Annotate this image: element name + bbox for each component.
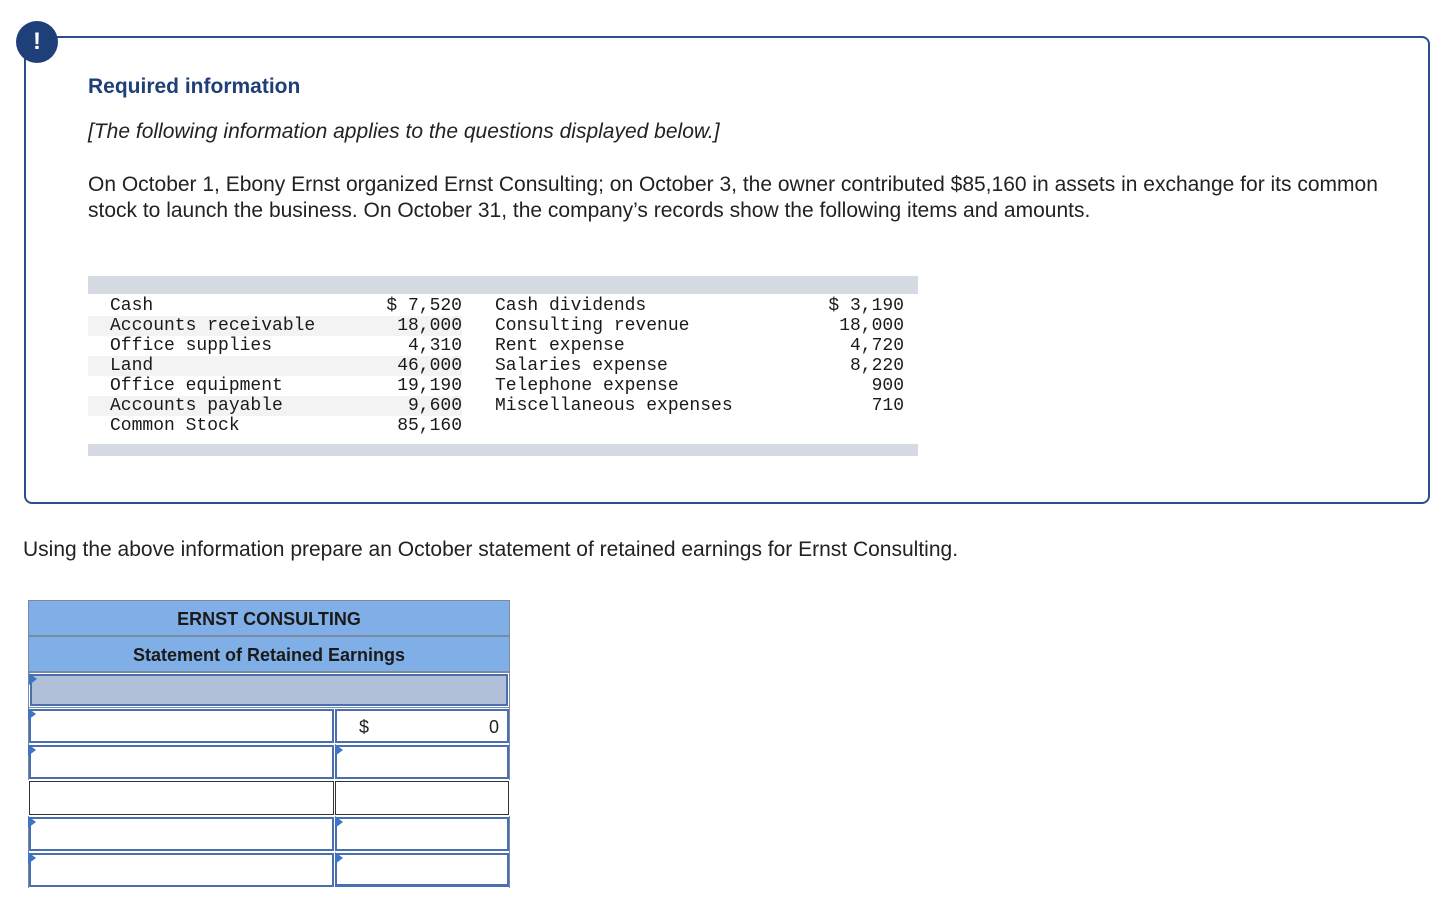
amount-input[interactable] <box>335 745 509 779</box>
blank-amount-cell <box>335 781 509 815</box>
statement-row <box>28 780 510 816</box>
info-note: [The following information applies to the questions displayed below.] <box>88 120 720 143</box>
account-label: Accounts payable <box>110 396 283 416</box>
dropdown-marker-icon <box>29 673 37 685</box>
table-row <box>88 376 904 396</box>
blank-label-cell <box>29 781 334 815</box>
account-label: Accounts receivable <box>110 316 316 336</box>
info-paragraph: On October 1, Ebony Ernst organized Ernst Consulting; on October 3, the owner contributed $85,160 in assets in exchange for its common stock to launch the business. On October 31, the company’s records show the following items and amounts. <box>88 173 1378 222</box>
table-row <box>88 316 904 336</box>
amount-input[interactable] <box>335 817 509 851</box>
dropdown-marker-icon <box>28 708 36 720</box>
statement-row <box>28 816 510 852</box>
table-row <box>88 356 904 376</box>
account-label: Telephone expense <box>495 376 679 396</box>
account-value: 900 <box>871 376 904 396</box>
account-value: $ 3,190 <box>828 296 904 316</box>
amount-value: 0 <box>488 717 499 737</box>
account-value: 85,160 <box>397 416 462 436</box>
account-value: 4,720 <box>849 336 904 356</box>
dropdown-marker-icon <box>335 744 343 756</box>
amount-input[interactable] <box>335 853 509 887</box>
account-value: 9,600 <box>407 396 462 416</box>
account-value: $ 7,520 <box>386 296 462 316</box>
dropdown-marker-icon <box>28 744 36 756</box>
required-information-title: Required information <box>88 75 301 98</box>
account-label: Land <box>110 356 154 376</box>
amount-cell <box>335 709 509 743</box>
period-row <box>28 672 510 708</box>
table-row <box>88 296 904 316</box>
line-item-dropdown[interactable] <box>29 709 334 743</box>
exclamation-icon: ! <box>16 21 58 63</box>
period-dropdown[interactable] <box>30 674 508 706</box>
dollar-sign: $ <box>359 717 370 737</box>
account-label: Office supplies <box>110 336 273 356</box>
table-row <box>88 416 462 436</box>
account-value: 18,000 <box>839 316 904 336</box>
table-row <box>88 336 904 356</box>
account-value: 46,000 <box>397 356 462 376</box>
question-text: Using the above information prepare an October statement of retained earnings for Ernst Consulting. <box>23 538 959 561</box>
account-label: Consulting revenue <box>495 316 690 336</box>
account-label: Miscellaneous expenses <box>495 396 733 416</box>
statement-row <box>28 744 510 780</box>
table-bottom-band <box>88 444 918 456</box>
statement-title-header: Statement of Retained Earnings <box>28 636 510 672</box>
line-item-dropdown[interactable] <box>29 745 334 779</box>
statement-row <box>28 708 510 744</box>
dropdown-marker-icon <box>28 816 36 828</box>
line-item-dropdown[interactable] <box>29 853 334 887</box>
table-row <box>88 396 904 416</box>
account-label: Cash dividends <box>495 296 647 316</box>
account-label: Office equipment <box>110 376 283 396</box>
account-label: Rent expense <box>495 336 625 356</box>
account-value: 18,000 <box>397 316 462 336</box>
table-top-band <box>88 276 918 294</box>
account-label: Salaries expense <box>495 356 668 376</box>
account-balances-table <box>88 276 918 456</box>
statement-row <box>28 852 510 888</box>
dropdown-marker-icon <box>28 852 36 864</box>
retained-earnings-statement <box>28 600 510 894</box>
account-value: 19,190 <box>397 376 462 396</box>
dropdown-marker-icon <box>335 852 343 864</box>
line-item-dropdown[interactable] <box>29 817 334 851</box>
account-value: 710 <box>871 396 904 416</box>
account-value: 8,220 <box>849 356 904 376</box>
account-label: Cash <box>110 296 154 316</box>
account-value: 4,310 <box>407 336 462 356</box>
account-label: Common Stock <box>110 416 240 436</box>
company-name-header: ERNST CONSULTING <box>28 600 510 636</box>
dropdown-marker-icon <box>335 816 343 828</box>
